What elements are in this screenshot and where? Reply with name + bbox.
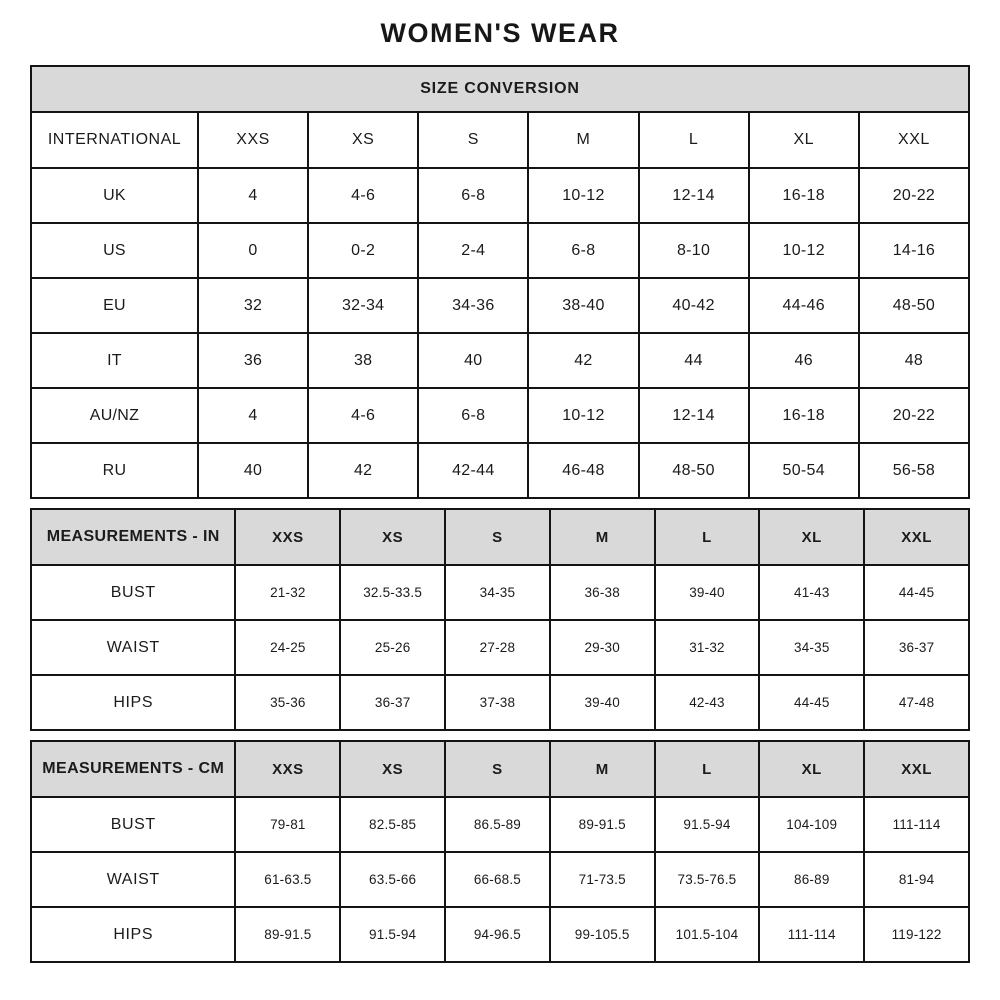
column-header: INTERNATIONAL — [31, 112, 198, 168]
value-cell: 44 — [639, 333, 749, 388]
row-label: BUST — [31, 565, 235, 620]
value-cell: 6-8 — [418, 388, 528, 443]
value-cell: 119-122 — [864, 907, 969, 962]
row-label: WAIST — [31, 852, 235, 907]
value-cell: 40-42 — [639, 278, 749, 333]
value-cell: 36 — [198, 333, 308, 388]
row-label: HIPS — [31, 907, 235, 962]
column-header: XXL — [864, 509, 969, 565]
column-header: XL — [759, 509, 864, 565]
size-conversion-body — [31, 168, 969, 498]
value-cell: 48-50 — [639, 443, 749, 498]
value-cell: 39-40 — [655, 565, 760, 620]
column-header: L — [639, 112, 749, 168]
column-header: M — [550, 741, 655, 797]
measurements-in-header: MEASUREMENTS - IN — [31, 509, 235, 565]
value-cell: 89-91.5 — [550, 797, 655, 852]
table-row — [31, 675, 969, 730]
row-label: RU — [31, 443, 198, 498]
value-cell: 8-10 — [639, 223, 749, 278]
value-cell: 86.5-89 — [445, 797, 550, 852]
value-cell: 71-73.5 — [550, 852, 655, 907]
column-header: XL — [749, 112, 859, 168]
row-label: US — [31, 223, 198, 278]
measurements-cm-header: MEASUREMENTS - CM — [31, 741, 235, 797]
table-row — [31, 907, 969, 962]
table-row — [31, 797, 969, 852]
value-cell: 63.5-66 — [340, 852, 445, 907]
table-row — [31, 278, 969, 333]
table-row — [31, 620, 969, 675]
value-cell: 40 — [418, 333, 528, 388]
value-cell: 38-40 — [528, 278, 638, 333]
value-cell: 4 — [198, 168, 308, 223]
value-cell: 41-43 — [759, 565, 864, 620]
value-cell: 91.5-94 — [655, 797, 760, 852]
table-row — [31, 443, 969, 498]
value-cell: 2-4 — [418, 223, 528, 278]
value-cell: 10-12 — [528, 388, 638, 443]
value-cell: 10-12 — [749, 223, 859, 278]
value-cell: 44-46 — [749, 278, 859, 333]
value-cell: 12-14 — [639, 168, 749, 223]
measurements-in-table — [30, 508, 970, 731]
row-label: AU/NZ — [31, 388, 198, 443]
value-cell: 48 — [859, 333, 969, 388]
value-cell: 14-16 — [859, 223, 969, 278]
row-label: WAIST — [31, 620, 235, 675]
row-label: EU — [31, 278, 198, 333]
value-cell: 101.5-104 — [655, 907, 760, 962]
value-cell: 34-35 — [759, 620, 864, 675]
value-cell: 6-8 — [418, 168, 528, 223]
value-cell: 46-48 — [528, 443, 638, 498]
value-cell: 73.5-76.5 — [655, 852, 760, 907]
value-cell: 34-35 — [445, 565, 550, 620]
measurements-cm-table — [30, 740, 970, 963]
size-conversion-columns-row — [31, 112, 969, 168]
value-cell: 0 — [198, 223, 308, 278]
value-cell: 66-68.5 — [445, 852, 550, 907]
value-cell: 56-58 — [859, 443, 969, 498]
table-row — [31, 333, 969, 388]
value-cell: 44-45 — [864, 565, 969, 620]
value-cell: 89-91.5 — [235, 907, 340, 962]
value-cell: 29-30 — [550, 620, 655, 675]
value-cell: 36-37 — [864, 620, 969, 675]
column-header: XXS — [235, 509, 340, 565]
column-header: XXS — [198, 112, 308, 168]
measurements-cm-header-row — [31, 741, 969, 797]
page-title: WOMEN'S WEAR — [380, 18, 620, 48]
value-cell: 25-26 — [340, 620, 445, 675]
value-cell: 81-94 — [864, 852, 969, 907]
value-cell: 86-89 — [759, 852, 864, 907]
row-label: UK — [31, 168, 198, 223]
value-cell: 42 — [308, 443, 418, 498]
value-cell: 47-48 — [864, 675, 969, 730]
value-cell: 32-34 — [308, 278, 418, 333]
value-cell: 50-54 — [749, 443, 859, 498]
value-cell: 111-114 — [759, 907, 864, 962]
value-cell: 79-81 — [235, 797, 340, 852]
column-header: L — [655, 741, 760, 797]
value-cell: 37-38 — [445, 675, 550, 730]
value-cell: 36-37 — [340, 675, 445, 730]
value-cell: 99-105.5 — [550, 907, 655, 962]
column-header: L — [655, 509, 760, 565]
column-header: XL — [759, 741, 864, 797]
value-cell: 91.5-94 — [340, 907, 445, 962]
value-cell: 39-40 — [550, 675, 655, 730]
value-cell: 24-25 — [235, 620, 340, 675]
value-cell: 42-43 — [655, 675, 760, 730]
value-cell: 42-44 — [418, 443, 528, 498]
column-header: XXS — [235, 741, 340, 797]
column-header: M — [550, 509, 655, 565]
size-conversion-banner-row — [31, 66, 969, 112]
value-cell: 111-114 — [864, 797, 969, 852]
value-cell: 42 — [528, 333, 638, 388]
column-header: XS — [340, 741, 445, 797]
value-cell: 104-109 — [759, 797, 864, 852]
column-header: XXL — [859, 112, 969, 168]
value-cell: 12-14 — [639, 388, 749, 443]
value-cell: 0-2 — [308, 223, 418, 278]
value-cell: 35-36 — [235, 675, 340, 730]
value-cell: 20-22 — [859, 168, 969, 223]
column-header: S — [418, 112, 528, 168]
value-cell: 32 — [198, 278, 308, 333]
value-cell: 4 — [198, 388, 308, 443]
measurements-in-header-row — [31, 509, 969, 565]
value-cell: 4-6 — [308, 388, 418, 443]
value-cell: 16-18 — [749, 388, 859, 443]
column-header: XXL — [864, 741, 969, 797]
value-cell: 21-32 — [235, 565, 340, 620]
value-cell: 34-36 — [418, 278, 528, 333]
value-cell: 46 — [749, 333, 859, 388]
value-cell: 10-12 — [528, 168, 638, 223]
table-row — [31, 388, 969, 443]
column-header: XS — [308, 112, 418, 168]
value-cell: 38 — [308, 333, 418, 388]
table-row — [31, 565, 969, 620]
value-cell: 32.5-33.5 — [340, 565, 445, 620]
column-header: XS — [340, 509, 445, 565]
value-cell: 6-8 — [528, 223, 638, 278]
value-cell: 61-63.5 — [235, 852, 340, 907]
value-cell: 36-38 — [550, 565, 655, 620]
column-header: M — [528, 112, 638, 168]
value-cell: 31-32 — [655, 620, 760, 675]
value-cell: 40 — [198, 443, 308, 498]
value-cell: 20-22 — [859, 388, 969, 443]
value-cell: 82.5-85 — [340, 797, 445, 852]
column-header: S — [445, 509, 550, 565]
table-row — [31, 168, 969, 223]
row-label: IT — [31, 333, 198, 388]
size-conversion-header: SIZE CONVERSION — [31, 66, 969, 112]
value-cell: 27-28 — [445, 620, 550, 675]
value-cell: 4-6 — [308, 168, 418, 223]
size-conversion-table — [30, 65, 970, 499]
row-label: BUST — [31, 797, 235, 852]
table-row — [31, 852, 969, 907]
value-cell: 48-50 — [859, 278, 969, 333]
value-cell: 44-45 — [759, 675, 864, 730]
measurements-cm-body — [31, 797, 969, 962]
row-label: HIPS — [31, 675, 235, 730]
table-row — [31, 223, 969, 278]
value-cell: 16-18 — [749, 168, 859, 223]
column-header: S — [445, 741, 550, 797]
value-cell: 94-96.5 — [445, 907, 550, 962]
measurements-in-body — [31, 565, 969, 730]
